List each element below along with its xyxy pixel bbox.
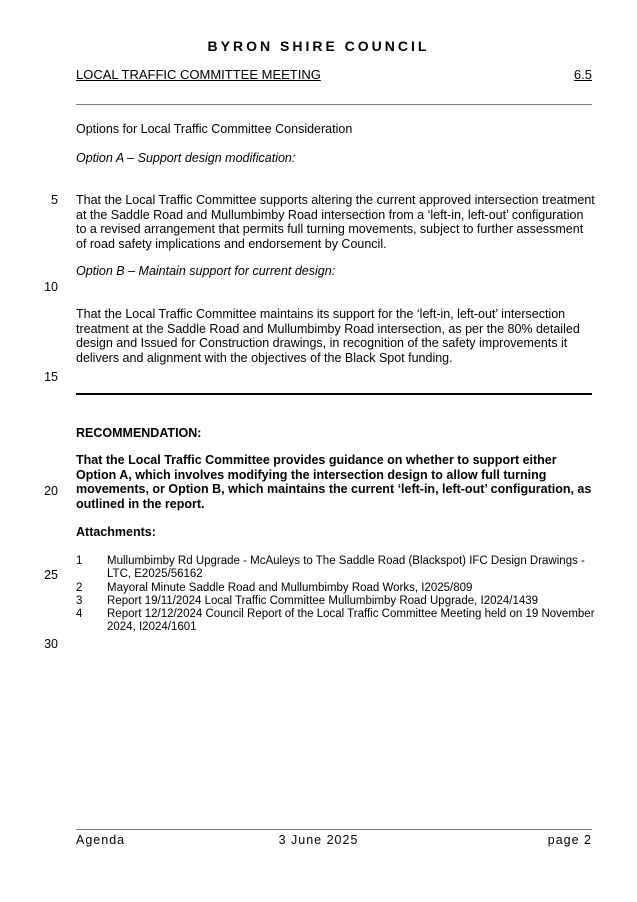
page-number: page 2 [547,833,592,847]
attachments-list [76,555,596,635]
attachment-title: Mayoral Minute Saddle Road and Mullumbimby Road Works, I2025/809 [107,581,473,594]
recommendation-heading: RECOMMENDATION: [76,426,202,440]
council-name: BYRON SHIRE COUNCIL [207,38,430,54]
line-number: 10 [44,280,58,294]
option-b-text: That the Local Traffic Committee maintains its support for the ‘left-in, left-out’ intersection treatment at the Saddle Road and Mullumbimby Road intersection, as per the 80% detailed design and Issued for Construction drawings, in recognition of the safety improvements it delivers and alignment with the objectives of the Black Spot funding. [76,307,580,365]
attachment-title: Report 12/12/2024 Council Report of the Local Traffic Committee Meeting held on 19 November 2024, I2024/1601 [107,608,595,634]
options-intro: Options for Local Traffic Committee Consideration [76,122,353,136]
attachment-title: Mullumbimby Rd Upgrade - McAuleys to The Saddle Road (Blackspot) IFC Design Drawings - LTC, E2025/56162 [107,555,585,581]
attachment-item [76,582,596,595]
meeting-name: LOCAL TRAFFIC COMMITTEE MEETING [76,67,321,82]
line-number: 5 [51,193,58,207]
attachment-item [76,555,596,582]
footer-divider [76,829,592,830]
option-a-heading: Option A – Support design modification: [76,151,296,165]
attachment-number: 1 [76,555,83,567]
recommendation-text: That the Local Traffic Committee provides guidance on whether to support either Option A, which involves modifying the intersection design to allow full turning movements, or Option B, which maintains the current ‘left-in, left-out’ configuration, as outlined in the report. [76,453,592,511]
attachment-number: 3 [76,594,83,607]
attachment-number: 4 [76,608,83,621]
line-number: 15 [44,370,58,384]
attachments-heading: Attachments: [76,525,156,539]
line-number: 30 [44,637,58,651]
option-a-text: That the Local Traffic Committee supports altering the current approved intersection treatment at the Saddle Road and Mullumbimby Road intersection from a ‘left-in, left-out’ configuration to a revised arrangement that permits full turning movements, subject to further assessment of road safety implications and endorsement by Council. [76,193,595,251]
section-divider [76,393,592,395]
line-number: 25 [44,568,58,582]
line-number: 20 [44,484,58,498]
footer-date: 3 June 2025 [278,833,359,847]
attachment-item [76,595,596,608]
item-number: 6.5 [573,67,592,82]
attachment-title: Report 19/11/2024 Local Traffic Committee Mullumbimby Road Upgrade, I2024/1439 [107,594,539,607]
option-b-heading: Option B – Maintain support for current design: [76,264,336,278]
attachment-number: 2 [76,581,83,594]
attachment-item [76,608,596,635]
header-divider [76,104,592,105]
footer-label: Agenda [76,833,126,847]
